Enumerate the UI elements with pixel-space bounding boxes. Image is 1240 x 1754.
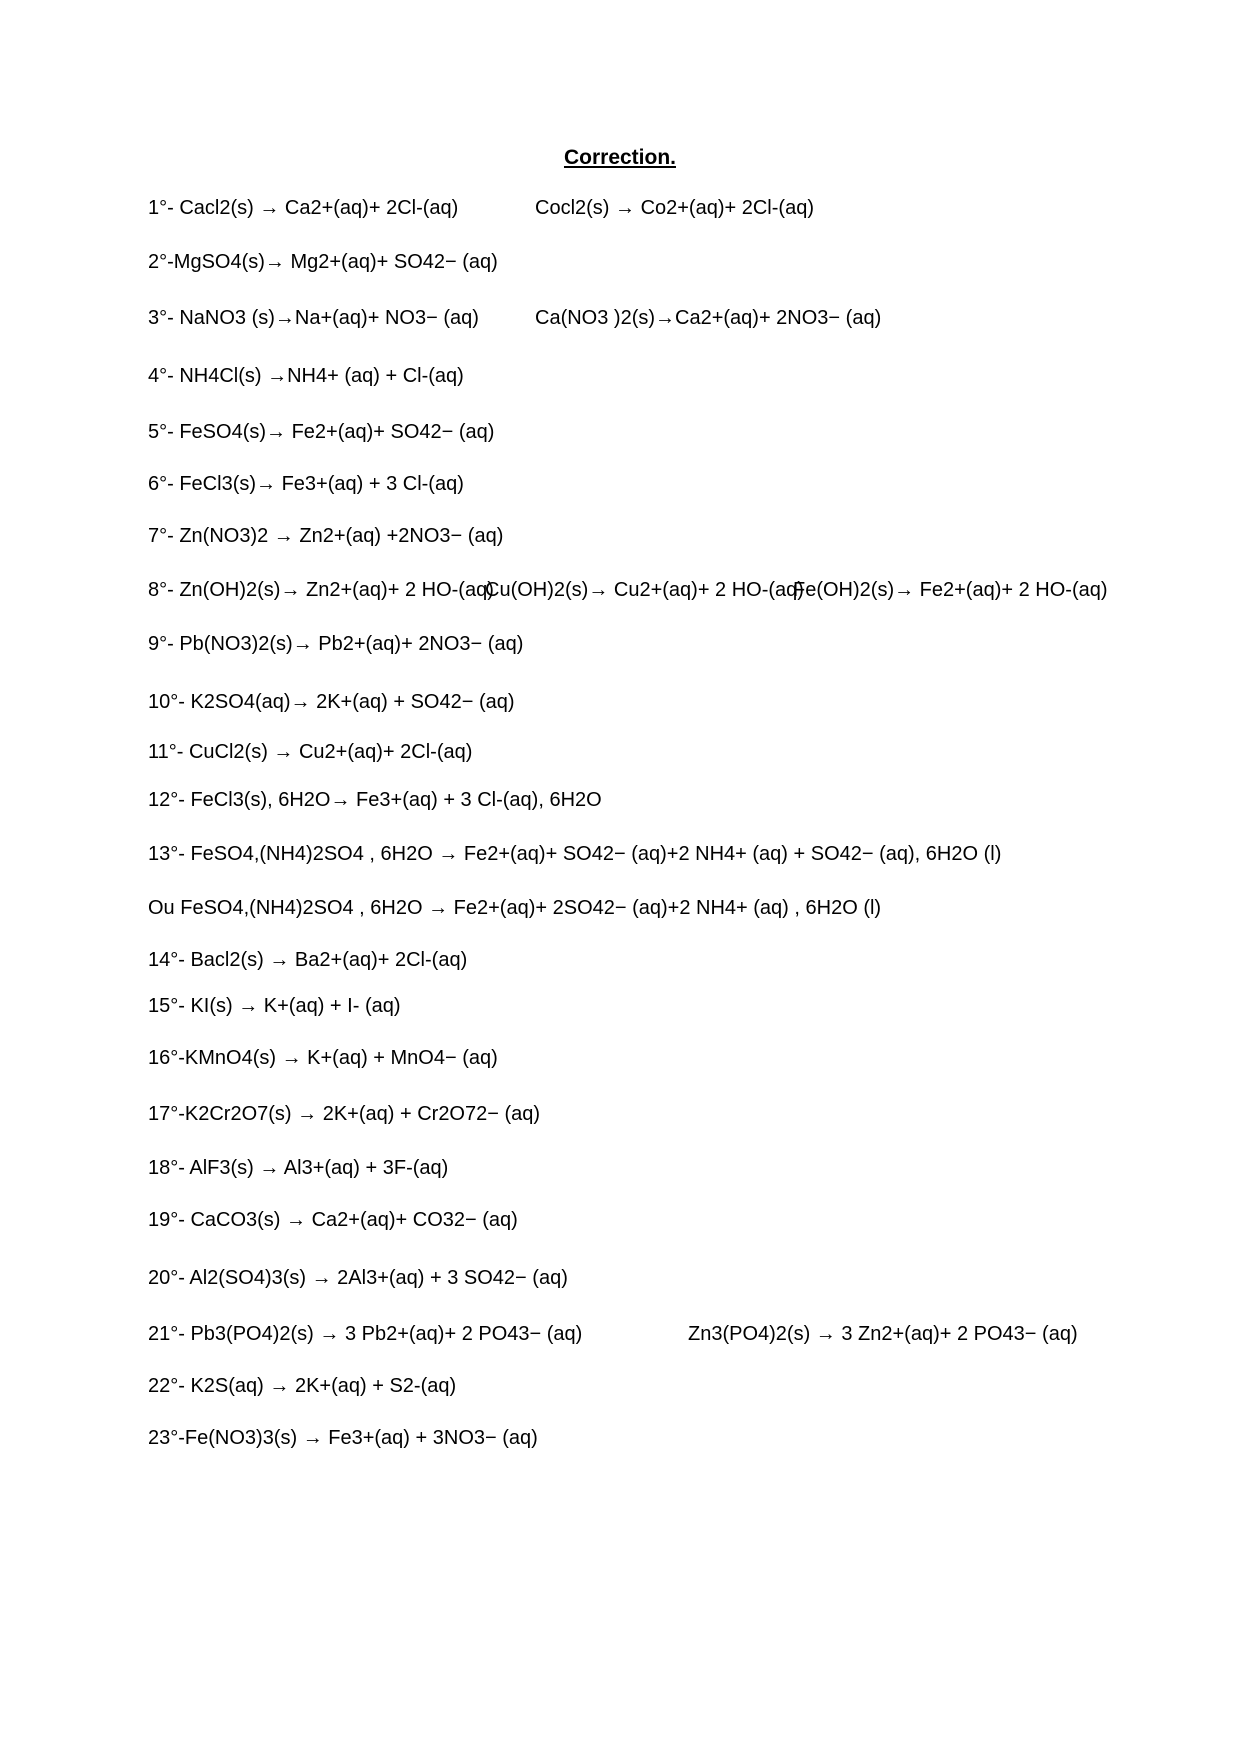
page-title: Correction. (563, 146, 676, 169)
equation-1-cacl2: 1°- Cacl2(s) → Ca2+(aq)+ 2Cl-(aq) (148, 197, 459, 219)
equation-21-pb: 21°- Pb3(PO4)2(s) → 3 Pb2+(aq)+ 2 PO43− (aq) (148, 1323, 583, 1345)
equation-12: 12°- FeCl3(s), 6H2O→ Fe3+(aq) + 3 Cl-(aq), 6H2O (148, 789, 602, 811)
equation-21-zn: Zn3(PO4)2(s) → 3 Zn2+(aq)+ 2 PO43− (aq) (688, 1323, 1078, 1345)
equation-3-nano3: 3°- NaNO3 (s)→Na+(aq)+ NO3− (aq) (148, 307, 479, 329)
equation-16: 16°-KMnO4(s) → K+(aq) + MnO4− (aq) (148, 1047, 498, 1069)
equation-20: 20°- Al2(SO4)3(s) → 2Al3+(aq) + 3 SO42− (aq) (148, 1267, 568, 1289)
equation-15: 15°- KI(s) → K+(aq) + I- (aq) (148, 995, 401, 1017)
equation-11: 11°- CuCl2(s) → Cu2+(aq)+ 2Cl-(aq) (148, 741, 473, 763)
equation-4: 4°- NH4Cl(s) →NH4+ (aq) + Cl-(aq) (148, 365, 464, 387)
equation-13-alt: Ou FeSO4,(NH4)2SO4 , 6H2O → Fe2+(aq)+ 2SO42− (aq)+2 NH4+ (aq) , 6H2O (l) (148, 897, 882, 919)
equation-14: 14°- Bacl2(s) → Ba2+(aq)+ 2Cl-(aq) (148, 949, 468, 971)
equation-8-zn: 8°- Zn(OH)2(s)→ Zn2+(aq)+ 2 HO-(aq) (148, 579, 494, 601)
equation-10: 10°- K2SO4(aq)→ 2K+(aq) + SO42− (aq) (148, 691, 515, 713)
equation-22: 22°- K2S(aq) → 2K+(aq) + S2-(aq) (148, 1375, 457, 1397)
equation-1-cocl2: Cocl2(s) → Co2+(aq)+ 2Cl-(aq) (535, 197, 814, 219)
equation-7: 7°- Zn(NO3)2 → Zn2+(aq) +2NO3− (aq) (148, 525, 504, 547)
equation-9: 9°- Pb(NO3)2(s)→ Pb2+(aq)+ 2NO3− (aq) (148, 633, 524, 655)
equation-19: 19°- CaCO3(s) → Ca2+(aq)+ CO32− (aq) (148, 1209, 518, 1231)
equation-18: 18°- AlF3(s) → Al3+(aq) + 3F-(aq) (148, 1157, 449, 1179)
equation-8-fe: Fe(OH)2(s)→ Fe2+(aq)+ 2 HO-(aq) (793, 579, 1108, 601)
equation-17: 17°-K2Cr2O7(s) → 2K+(aq) + Cr2O72− (aq) (148, 1103, 541, 1125)
equation-5: 5°- FeSO4(s)→ Fe2+(aq)+ SO42− (aq) (148, 421, 495, 443)
equation-3-cano3: Ca(NO3 )2(s)→Ca2+(aq)+ 2NO3− (aq) (535, 307, 882, 329)
equation-8-cu: Cu(OH)2(s)→ Cu2+(aq)+ 2 HO-(aq) (485, 579, 804, 601)
equation-2: 2°-MgSO4(s)→ Mg2+(aq)+ SO42− (aq) (148, 251, 498, 273)
equation-6: 6°- FeCl3(s)→ Fe3+(aq) + 3 Cl-(aq) (148, 473, 464, 495)
equation-23: 23°-Fe(NO3)3(s) → Fe3+(aq) + 3NO3− (aq) (148, 1427, 538, 1449)
equation-13: 13°- FeSO4,(NH4)2SO4 , 6H2O → Fe2+(aq)+ SO42− (aq)+2 NH4+ (aq) + SO42− (aq), 6H2O (l) (148, 843, 1002, 865)
